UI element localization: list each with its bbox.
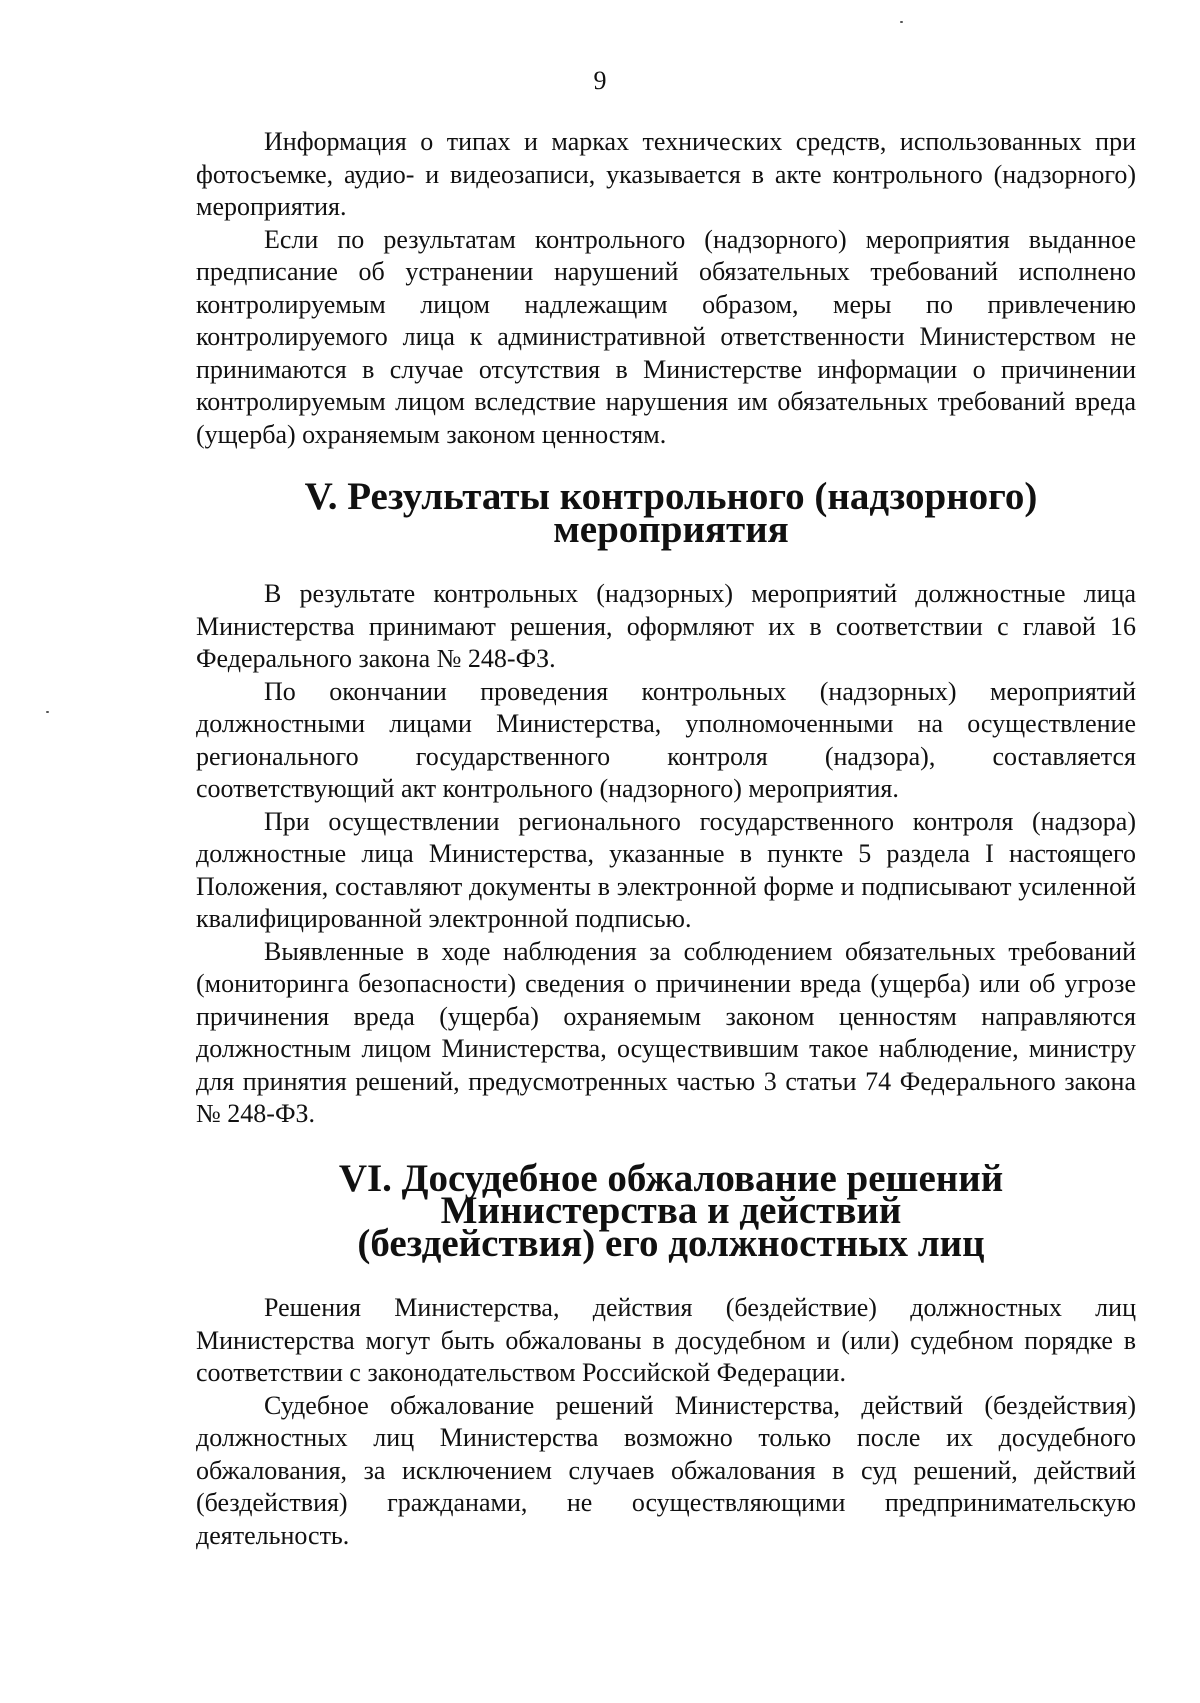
paragraph: При осуществлении регионального государственного контроля (надзора) должностные лица Министерства, указанные в пункте 5 раздела I настоящего Положения, составляют документы в электронной форме и подписывают усиленной квалифицированной электронной подписью.: [196, 806, 1136, 933]
paragraph: Выявленные в ходе наблюдения за соблюдением обязательных требований (мониторинга безопасности) сведения о причинении вреда (ущерба) или об угрозе причинения вреда (ущерба) охраняемым законом ценностям направляются должностным лицом Министерства, осуществившим такое наблюдение, министру для принятия решений, предусмотренных частью 3 статьи 74 Федерального закона № 248-ФЗ.: [196, 936, 1136, 1128]
paragraph: Решения Министерства, действия (бездействие) должностных лиц Министерства могут быть обжалованы в досудебном и (или) судебном порядке в соответствии с законодательством Российской Федерации.: [196, 1293, 1136, 1387]
scan-speck: [46, 711, 49, 713]
section-heading-line: VI. Досудебное обжалование решений Министерства и действий: [338, 1156, 1004, 1232]
paragraph: По окончании проведения контрольных (надзорных) мероприятий должностными лицами Министерства, уполномоченными на осуществление регионального государственного контроля (надзора), составляется соответствующий акт контрольного (надзорного) мероприятия.: [196, 676, 1136, 803]
scan-speck: [900, 21, 903, 23]
paragraph: Информация о типах и марках технических средств, использованных при фотосъемке, аудио- и видеозаписи, указывается в акте контрольного (надзорного) мероприятия.: [196, 127, 1136, 221]
paragraph: Судебное обжалование решений Министерства, действий (бездействия) должностных лиц Министерства возможно только после их досудебного обжалования, за исключением случаев обжалования в суд решений, действий (бездействия) гражданами, не осуществляющими предпринимательскую деятельность.: [196, 1390, 1136, 1550]
paragraph: Если по результатам контрольного (надзорного) мероприятия выданное предписание об устранении нарушений обязательных требований исполнено контролируемым лицом надлежащим образом, меры по привлечению контролируемого лица к административной ответственности Министерством не принимаются в случае отсутствия в Министерстве информации о причинении контролируемым лицом вследствие нарушения им обязательных требований вреда (ущерба) охраняемым законом ценностям.: [196, 224, 1136, 449]
section-heading-vi: [196, 1156, 1136, 1265]
section-heading-line: (бездействия) его должностных лиц: [357, 1221, 985, 1265]
paragraph: В результате контрольных (надзорных) мероприятий должностные лица Министерства принимают решения, оформляют их в соответствии с главой 16 Федерального закона № 248-ФЗ.: [196, 579, 1136, 673]
section-heading-v: V. Результаты контрольного (надзорного) мероприятия: [304, 475, 1038, 551]
document-body: [196, 126, 1136, 1552]
page-number: 9: [593, 66, 607, 95]
